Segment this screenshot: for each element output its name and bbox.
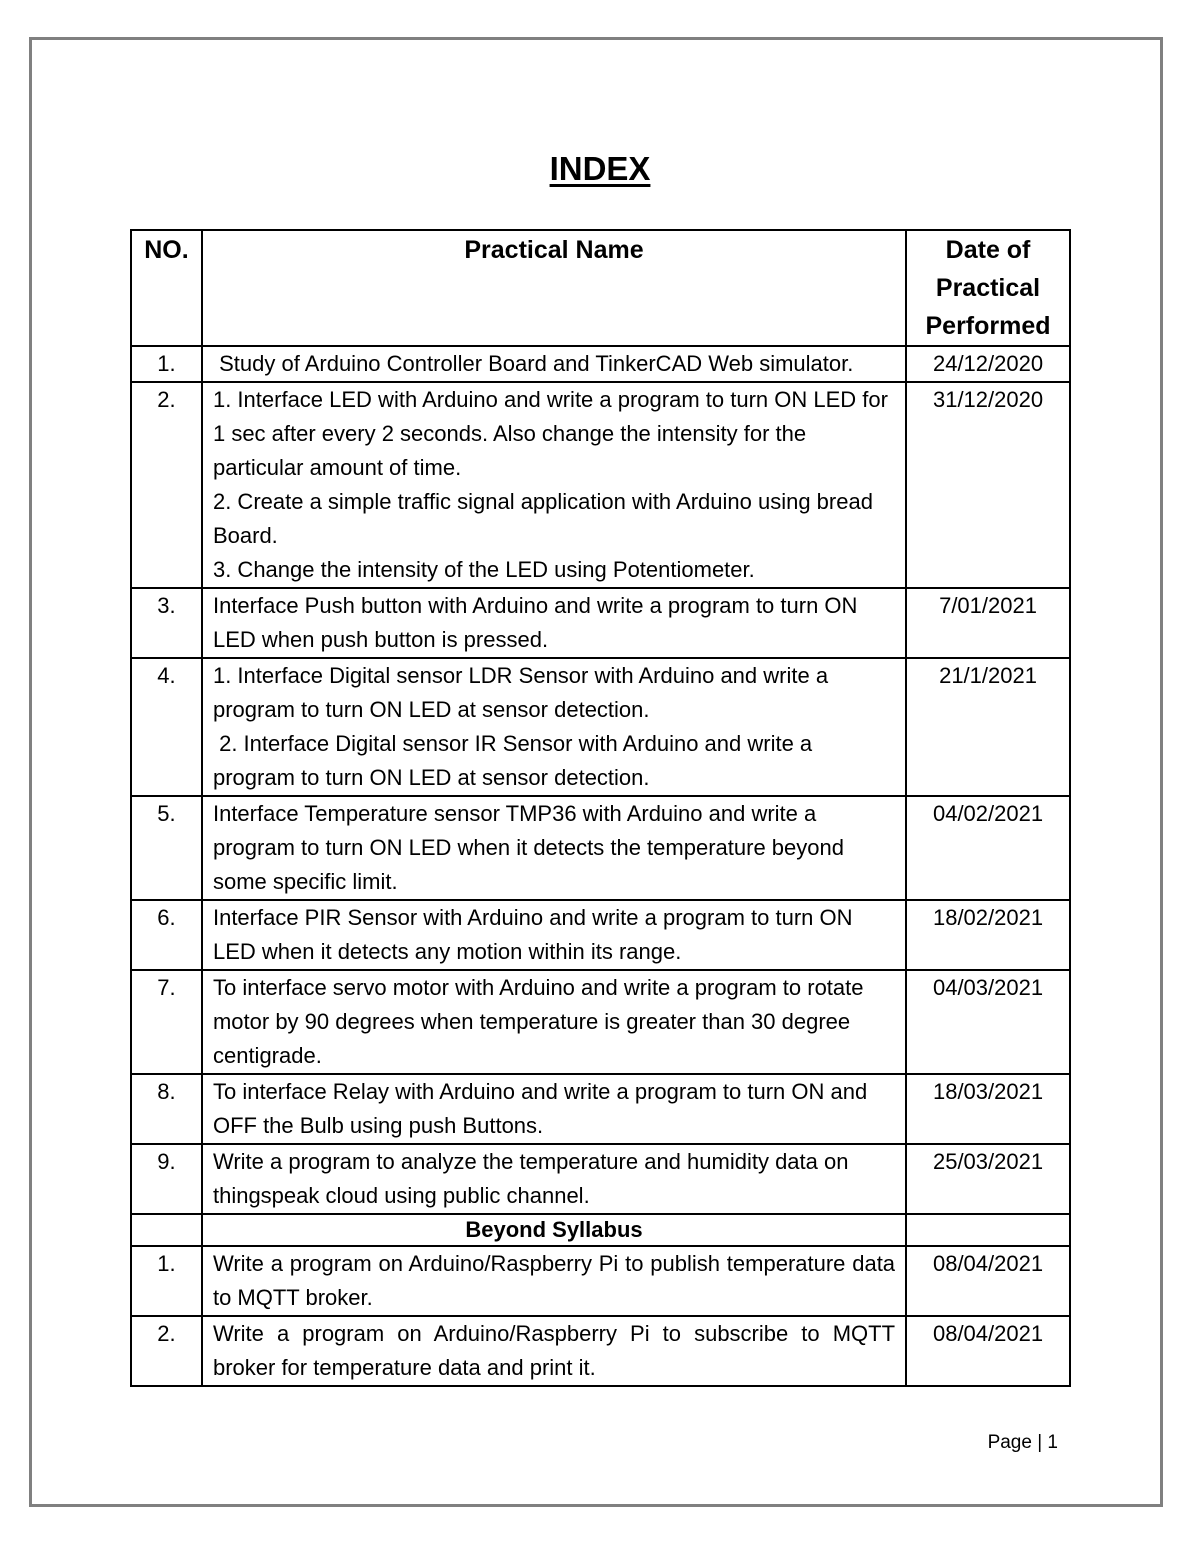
practical-date: 18/02/2021 — [906, 900, 1070, 970]
header-date — [906, 230, 1070, 346]
header-practical-name: Practical Name — [202, 230, 906, 346]
practical-line: 1. Interface Digital sensor LDR Sensor with Arduino and write a program to turn ON LED at sensor detection. — [212, 663, 829, 722]
practical-name — [202, 1074, 906, 1144]
section-no-cell — [131, 1214, 202, 1246]
practical-line: 1. Interface LED with Arduino and write a program to turn ON LED for 1 sec after every 2 seconds. Also change the intensity for the particular amount of time. — [212, 387, 888, 480]
practical-date: 24/12/2020 — [906, 346, 1070, 382]
practical-date: 18/03/2021 — [906, 1074, 1070, 1144]
table-row — [131, 346, 1070, 382]
practical-date: 25/03/2021 — [906, 1144, 1070, 1214]
row-number: 1. — [131, 1246, 202, 1316]
header-date-line-2: Practical — [935, 274, 1041, 302]
practical-date: 04/03/2021 — [906, 970, 1070, 1074]
table-row — [131, 1316, 1070, 1386]
row-number: 3. — [131, 588, 202, 658]
table-row — [131, 1246, 1070, 1316]
section-date-cell — [906, 1214, 1070, 1246]
practical-name — [202, 658, 906, 796]
row-number: 2. — [131, 382, 202, 588]
table-row — [131, 1074, 1070, 1144]
table-row — [131, 588, 1070, 658]
index-table — [130, 229, 1071, 1387]
practical-date: 31/12/2020 — [906, 382, 1070, 588]
practical-name — [202, 588, 906, 658]
page-number: Page | 1 — [987, 1432, 1058, 1453]
table-row — [131, 382, 1070, 588]
table-row — [131, 1144, 1070, 1214]
practical-name — [202, 796, 906, 900]
row-number: 4. — [131, 658, 202, 796]
row-number: 9. — [131, 1144, 202, 1214]
practical-line: To interface servo motor with Arduino and write a program to rotate motor by 90 degrees when temperature is greater than 30 degree centigrade. — [212, 975, 864, 1068]
header-no: NO. — [131, 230, 202, 346]
practical-line: Study of Arduino Controller Board and TinkerCAD Web simulator. — [212, 351, 854, 376]
page-title: INDEX — [549, 150, 651, 187]
practical-name: Write a program on Arduino/Raspberry Pi to publish temperature data to MQTT broker. — [202, 1246, 906, 1316]
header-date-line-1: Date of — [945, 236, 1031, 264]
practical-name — [202, 900, 906, 970]
row-number: 2. — [131, 1316, 202, 1386]
practical-date: 08/04/2021 — [906, 1316, 1070, 1386]
practical-name — [202, 346, 906, 382]
section-label: Beyond Syllabus — [202, 1214, 906, 1246]
practical-line: Interface Push button with Arduino and write a program to turn ON LED when push button is pressed. — [212, 593, 858, 652]
header-date-line-3: Performed — [925, 312, 1051, 340]
practical-name — [202, 382, 906, 588]
practical-name — [202, 970, 906, 1074]
practical-line: 2. Interface Digital sensor IR Sensor with Arduino and write a program to turn ON LED at sensor detection. — [212, 731, 819, 790]
practical-name: Write a program on Arduino/Raspberry Pi to subscribe to MQTT broker for temperature data and print it. — [202, 1316, 906, 1386]
practical-line: 2. Create a simple traffic signal application with Arduino using bread Board. — [212, 489, 873, 548]
practical-date: 7/01/2021 — [906, 588, 1070, 658]
practical-line: Interface Temperature sensor TMP36 with Arduino and write a program to turn ON LED when it detects the temperature beyond some specific limit. — [212, 801, 844, 894]
practical-date: 04/02/2021 — [906, 796, 1070, 900]
practical-line: Write a program to analyze the temperature and humidity data on thingspeak cloud using public channel. — [212, 1149, 849, 1208]
practical-line: To interface Relay with Arduino and write a program to turn ON and OFF the Bulb using push Buttons. — [212, 1079, 868, 1138]
practical-date: 08/04/2021 — [906, 1246, 1070, 1316]
practical-name — [202, 1144, 906, 1214]
row-number: 1. — [131, 346, 202, 382]
row-number: 6. — [131, 900, 202, 970]
practical-date: 21/1/2021 — [906, 658, 1070, 796]
table-row — [131, 900, 1070, 970]
table-row — [131, 970, 1070, 1074]
table-header-row — [131, 230, 1070, 346]
row-number: 5. — [131, 796, 202, 900]
table-row — [131, 658, 1070, 796]
practical-line: 3. Change the intensity of the LED using Potentiometer. — [212, 557, 755, 582]
section-row — [131, 1214, 1070, 1246]
row-number: 8. — [131, 1074, 202, 1144]
row-number: 7. — [131, 970, 202, 1074]
practical-line: Interface PIR Sensor with Arduino and write a program to turn ON LED when it detects any motion within its range. — [212, 905, 853, 964]
table-row — [131, 796, 1070, 900]
